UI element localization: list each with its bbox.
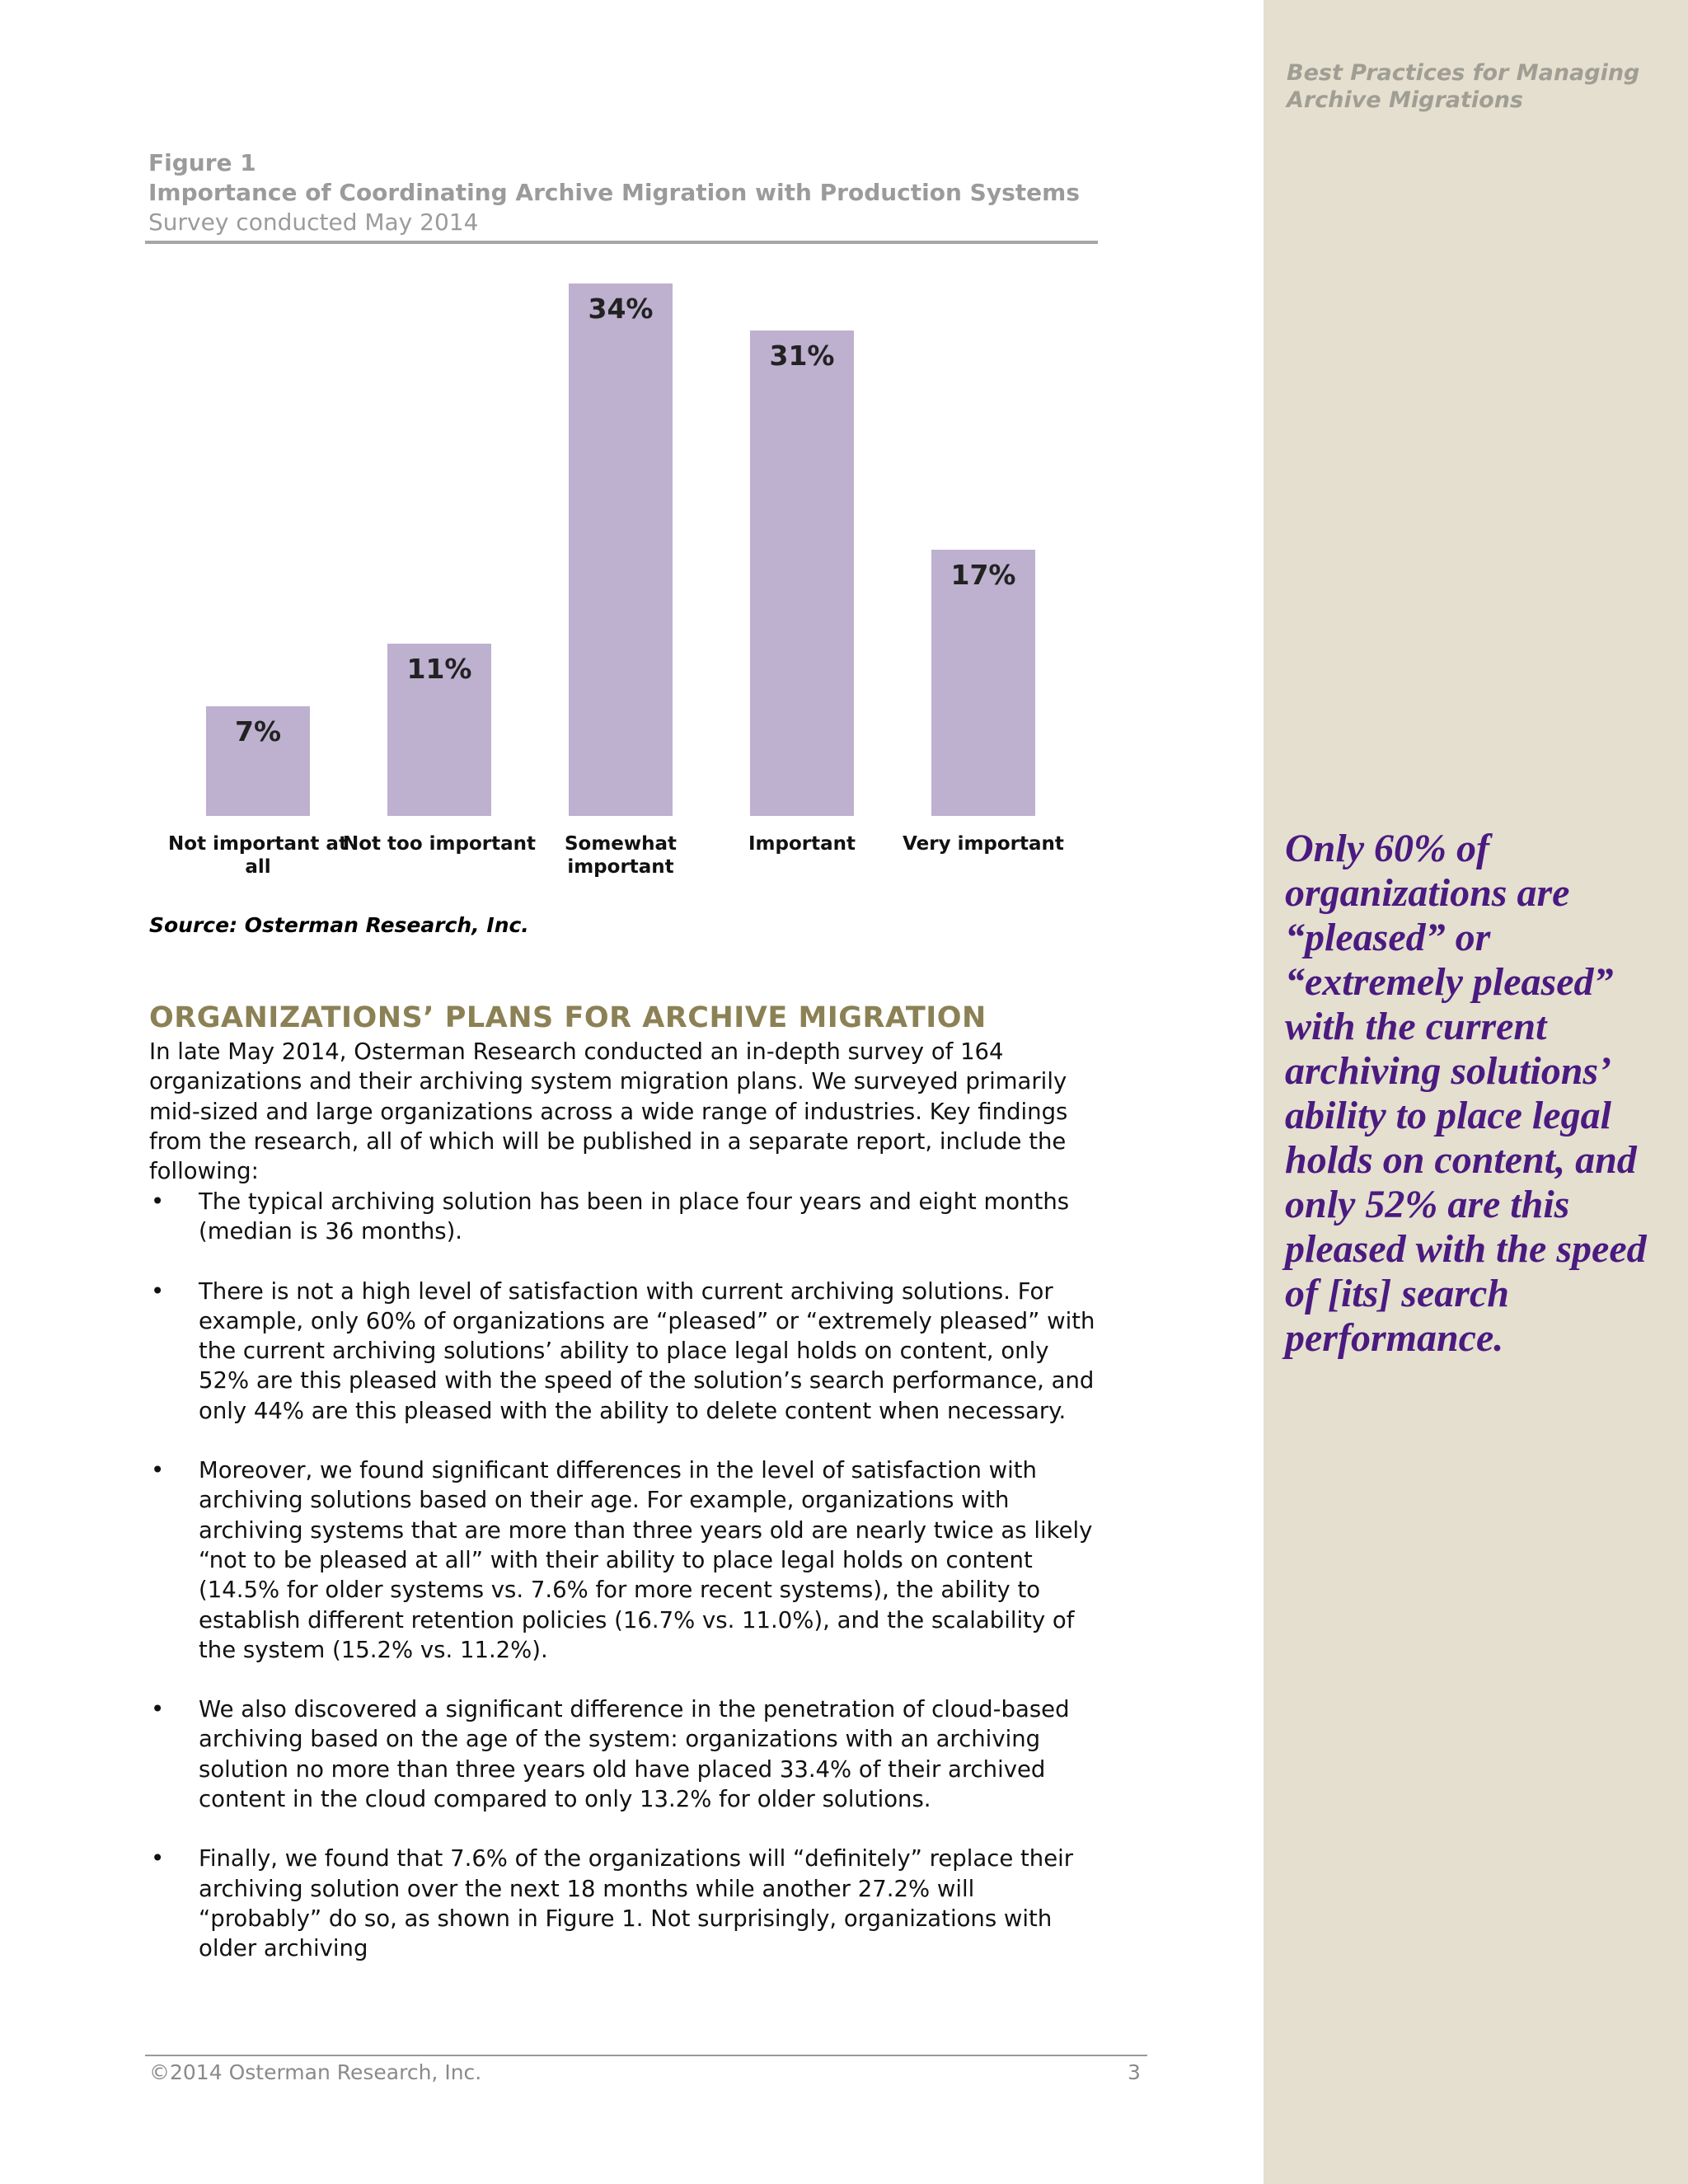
list-item (149, 1455, 1097, 1665)
list-item (149, 1844, 1097, 1963)
bar-value-label: 34% (588, 293, 654, 325)
list-item-text: We also discovered a significant difference in the penetration of cloud-based archiving based on the age of the system: organizations with an archiving solution no more than three years old have placed 33.4% of their archived content in the cloud compared to only 13.2% for older solutions. (199, 1696, 1070, 1813)
category-label: Very important (903, 833, 1064, 855)
list-item-text: The typical archiving solution has been in place four years and eight months (median is 36 months). (199, 1188, 1070, 1245)
bullet-marker: • (151, 1188, 165, 1215)
bar-value-label: 31% (769, 340, 835, 372)
findings-list (149, 1187, 1097, 1994)
list-item (149, 1277, 1097, 1426)
intro-paragraph: In late May 2014, Osterman Research conducted an in-depth survey of 164 organizations and their archiving system migration plans. We surveyed primarily mid-sized and large organizations across a wide range of industries. Key findings from the research, all of which will be published in a separate report, include the following: (149, 1038, 1068, 1185)
bullet-marker: • (151, 1845, 165, 1872)
page-number: 3 (1128, 2060, 1141, 2084)
category-label: Important (748, 833, 856, 855)
figure-source: Source: Osterman Research, Inc. (149, 913, 529, 937)
pull-quote: Only 60% of organizations are “pleased” or “extremely pleased” with the current archiving solutions’ ability to place legal holds on content, and only 52% are this pleased with the speed of [its] search performance. (1285, 827, 1647, 1360)
category-label: Not important at all (168, 833, 348, 878)
list-item-text: Finally, we found that 7.6% of the organizations will “definitely” replace their archiving solution over the next 18 months while another 27.2% will “probably” do so, as shown in Figure 1. Not surprisingly, organizations with older archiving (199, 1845, 1074, 1962)
footer-divider (145, 2055, 1147, 2056)
section-heading: ORGANIZATIONS’ PLANS FOR ARCHIVE MIGRATION (149, 1001, 987, 1034)
category-label: Somewhat important (564, 833, 678, 878)
document-title: Best Practices for Managing Archive Migrations (1287, 60, 1640, 113)
figure-number: Figure 1 (148, 149, 256, 176)
list-item (149, 1694, 1097, 1814)
list-item-text: Moreover, we found significant differences in the level of satisfaction with archiving solutions based on their age. For example, organizations with archiving systems that are more than three years old are nearly twice as likely “not to be pleased at all” with their ability to place legal holds on content (14.5% for older systems vs. 7.6% for more recent systems), the ability to establish different retention policies (16.7% vs. 11.0%), and the scalability of the system (15.2% vs. 11.2%). (199, 1457, 1093, 1663)
bar-value-label: 7% (234, 715, 282, 748)
bullet-marker: • (151, 1457, 165, 1484)
figure-subtitle: Survey conducted May 2014 (148, 209, 479, 236)
bar-chart (148, 247, 1096, 890)
bar-3 (750, 330, 854, 816)
list-item (149, 1187, 1097, 1247)
figure-title: Importance of Coordinating Archive Migration with Production Systems (148, 179, 1080, 206)
bullet-marker: • (151, 1277, 165, 1305)
footer-copyright: ©2014 Osterman Research, Inc. (149, 2060, 482, 2084)
bar-value-label: 17% (950, 559, 1016, 591)
list-item-text: There is not a high level of satisfaction with current archiving solutions. For example, only 60% of organizations are “pleased” or “extremely pleased” with the current archiving solutions’ ability to place legal holds on content, only 52% are this pleased with the speed of the solution’s search performance, and only 44% are this pleased with the ability to delete content when necessary. (199, 1277, 1095, 1424)
figure-caption (148, 148, 1096, 237)
bullet-marker: • (151, 1696, 165, 1723)
figure-divider (145, 241, 1098, 244)
bar-2 (569, 284, 673, 816)
category-label: Not too important (343, 833, 536, 855)
sidebar (1264, 0, 1688, 2184)
bar-value-label: 11% (406, 653, 472, 685)
